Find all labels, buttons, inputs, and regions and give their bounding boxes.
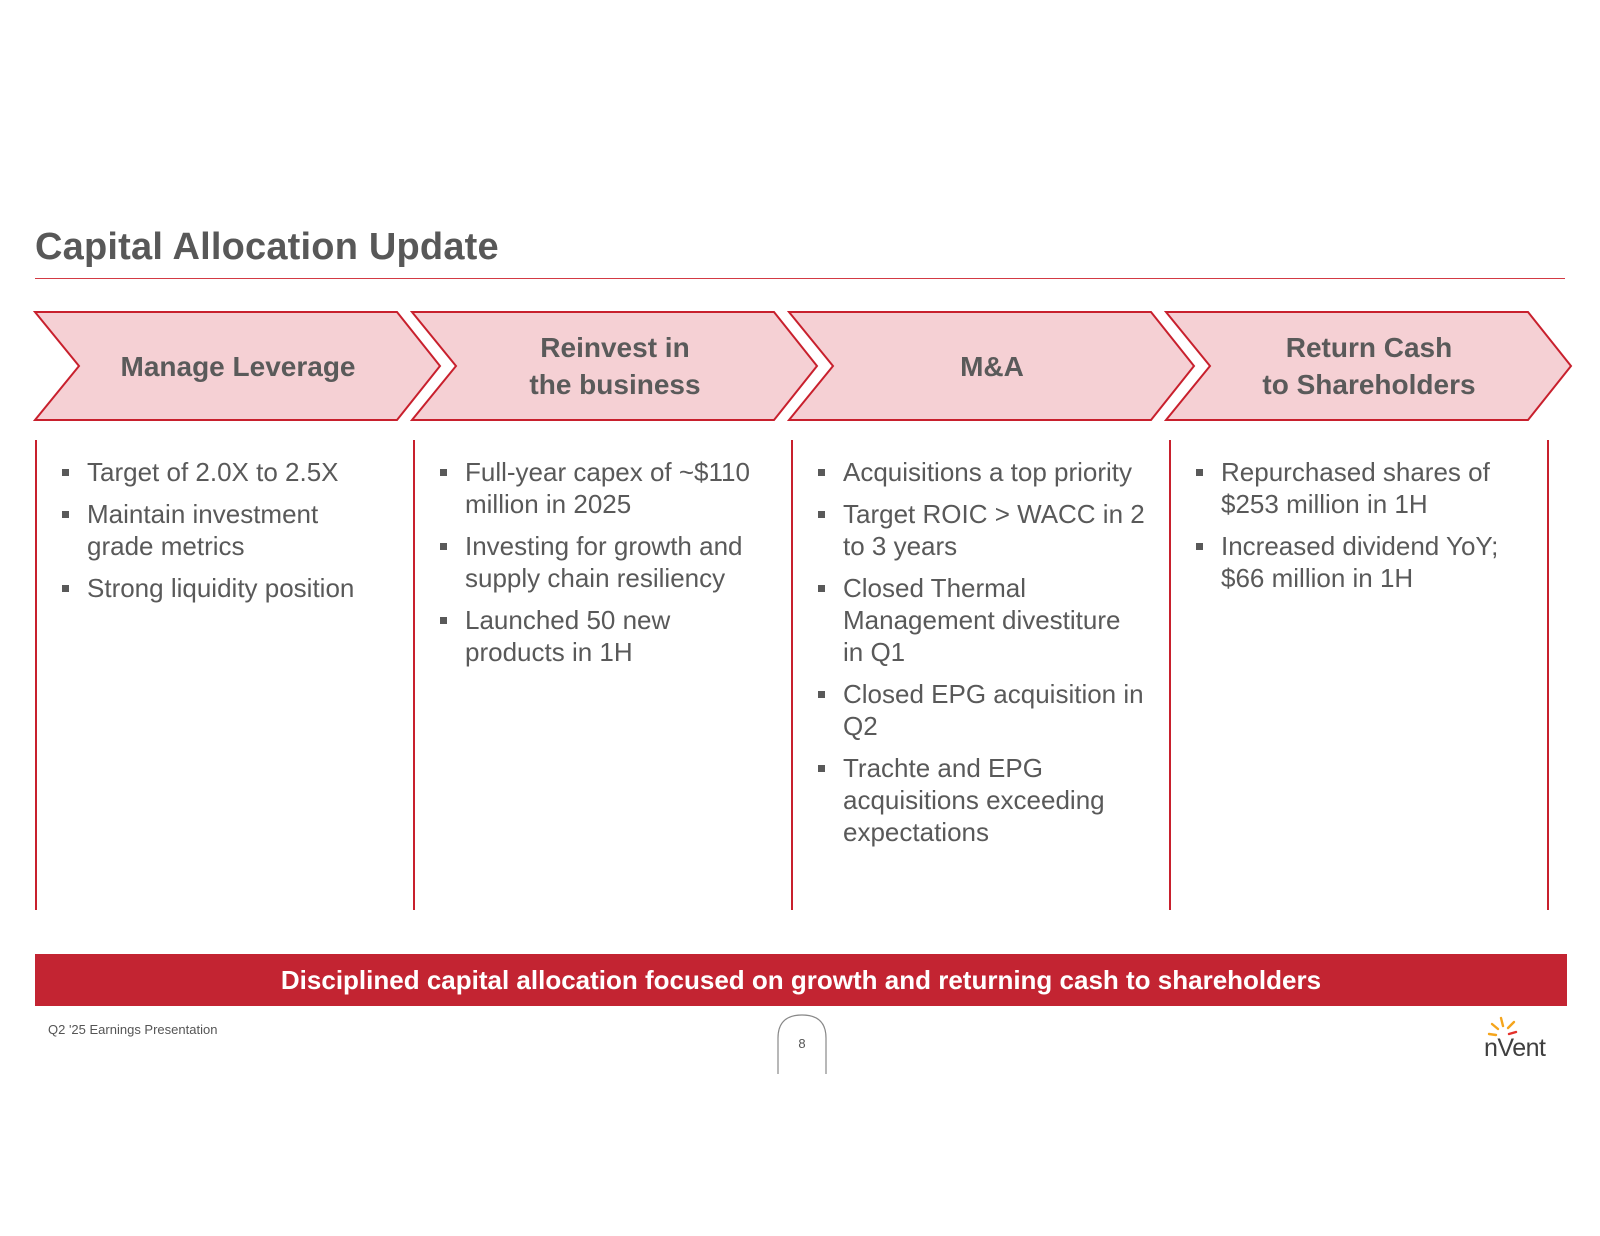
column-divider <box>1169 440 1171 910</box>
pillar-heading-reinvest: Reinvest in the business <box>529 332 701 400</box>
bullet-item: Trachte and EPG acquisitions exceeding expectations <box>816 752 1146 848</box>
pillar-column-m-and-a <box>816 456 1146 858</box>
column-divider <box>791 440 793 910</box>
bullet-item: Repurchased shares of $253 million in 1H <box>1194 456 1524 520</box>
pillar-column-return-cash <box>1194 456 1524 604</box>
bullet-item: Target of 2.0X to 2.5X <box>60 456 370 488</box>
bullet-item: Increased dividend YoY; $66 million in 1H <box>1194 530 1524 594</box>
summary-banner: Disciplined capital allocation focused on growth and returning cash to shareholders <box>35 954 1567 1006</box>
pillar-heading-return-cash: Return Cash to Shareholders <box>1262 332 1476 400</box>
bullet-item: Maintain investment grade metrics <box>60 498 370 562</box>
bullet-item: Closed Thermal Management divestiture in Q1 <box>816 572 1146 668</box>
bullet-item: Strong liquidity position <box>60 572 370 604</box>
column-divider <box>413 440 415 910</box>
pillar-column-reinvest <box>438 456 758 678</box>
bullet-item: Investing for growth and supply chain resiliency <box>438 530 758 594</box>
bullet-item: Closed EPG acquisition in Q2 <box>816 678 1146 742</box>
bullet-item: Target ROIC > WACC in 2 to 3 years <box>816 498 1146 562</box>
footer-presentation-name: Q2 '25 Earnings Presentation <box>48 1022 218 1037</box>
pillar-column-manage-leverage <box>60 456 370 614</box>
bullet-item: Acquisitions a top priority <box>816 456 1146 488</box>
bullet-item: Launched 50 new products in 1H <box>438 604 758 668</box>
page-number: 8 <box>798 1036 806 1051</box>
column-divider <box>1547 440 1549 910</box>
nvent-logo-text: nVent <box>1484 1034 1546 1062</box>
column-divider <box>35 440 37 910</box>
bullet-item: Full-year capex of ~$110 million in 2025 <box>438 456 758 520</box>
pillar-heading-manage-leverage: Manage Leverage <box>120 350 356 382</box>
page-title: Capital Allocation Update <box>35 226 499 268</box>
pillar-heading-m-and-a: M&A <box>960 350 1024 382</box>
